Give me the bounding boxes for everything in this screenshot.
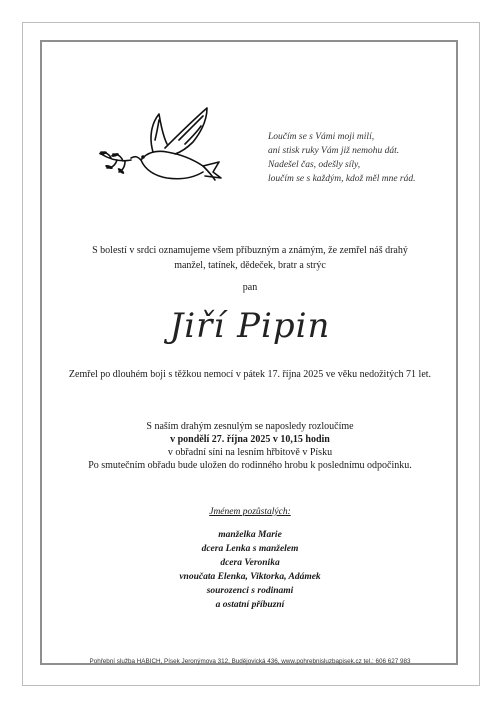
deceased-name: Jiří Pipin bbox=[169, 306, 331, 346]
dove-icon bbox=[95, 100, 225, 195]
mourners-heading: Jménem pozůstalých: bbox=[209, 507, 291, 517]
funeral-service-footer: Pohřební služba HABICH, Písek Jeronýmova 312, Budějovická 436, www.pohrebnisluzbapisek.cz tel.: 606 627 983 bbox=[89, 658, 411, 665]
mourner-item: dcera Veronika bbox=[220, 558, 280, 568]
announcement-intro bbox=[0, 243, 500, 273]
funeral-line: S naším drahým zesnulým se naposledy rozloučíme bbox=[146, 421, 354, 432]
mourners-list bbox=[0, 528, 500, 612]
mourner-item: sourozenci s rodinami bbox=[206, 586, 294, 596]
funeral-date: v pondělí 27. října 2025 v 10,15 hodin bbox=[170, 434, 330, 445]
mourner-item: vnoučata Elenka, Viktorka, Adámek bbox=[179, 572, 321, 582]
mourner-item: a ostatní příbuzní bbox=[215, 600, 285, 610]
mourner-item: manželka Marie bbox=[218, 530, 282, 540]
mourner-item: dcera Lenka s manželem bbox=[201, 544, 299, 554]
honorific: pan bbox=[242, 282, 258, 293]
farewell-poem bbox=[268, 130, 468, 186]
intro-line: S bolestí v srdci oznamujeme všem příbuzným a známým, že zemřel náš drahý bbox=[92, 245, 408, 256]
poem-line: Loučím se s Vámi moji milí, bbox=[268, 132, 375, 142]
intro-line: manžel, tatínek, dědeček, bratr a strýc bbox=[174, 260, 326, 271]
funeral-place: v obřadní síni na lesním hřbitově v Písku bbox=[167, 447, 333, 458]
poem-line: ani stisk ruky Vám již nemohu dát. bbox=[268, 146, 400, 156]
funeral-details bbox=[0, 420, 500, 472]
death-notice: Zemřel po dlouhém boji s těžkou nemocí v pátek 17. října 2025 ve věku nedožitých 71 let. bbox=[68, 369, 432, 380]
poem-line: loučím se s každým, kdož měl mne rád. bbox=[268, 174, 416, 184]
funeral-line: Po smutečním obřadu bude uložen do rodinného hrobu k poslednímu odpočinku. bbox=[88, 460, 412, 471]
poem-line: Nadešel čas, odešly síly, bbox=[268, 160, 361, 170]
